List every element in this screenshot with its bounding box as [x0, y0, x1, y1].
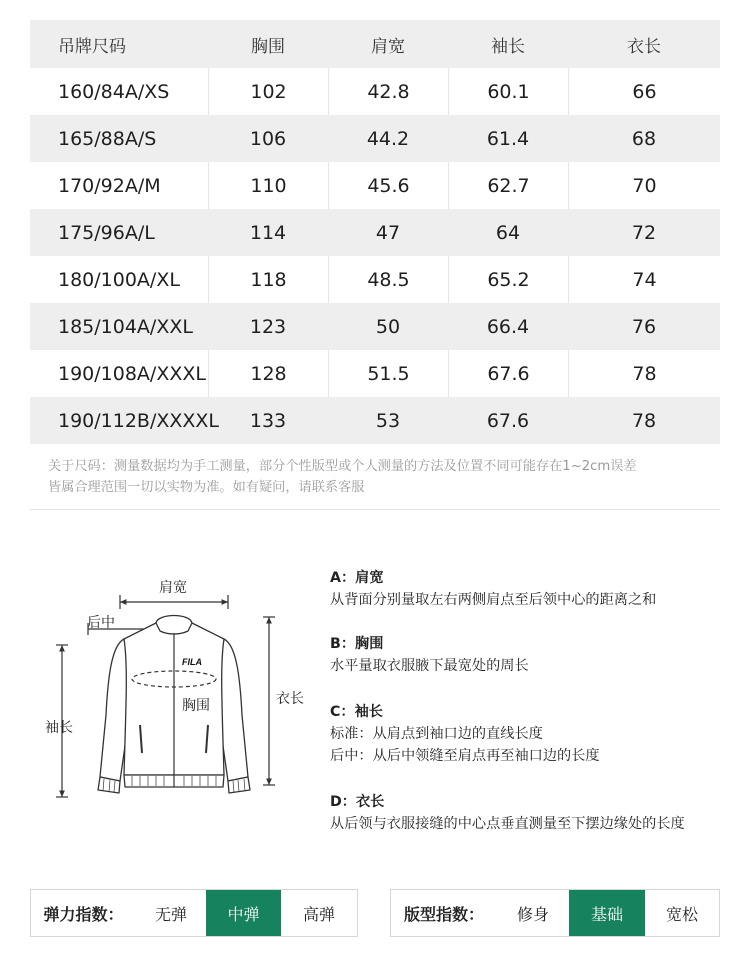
definition-text: 后中：从后中领缝至肩点再至袖口边的长度	[330, 748, 600, 764]
chest-cell: 110	[208, 162, 328, 209]
sleeve-cell: 61.4	[486, 127, 530, 150]
measurement-diagram	[40, 565, 320, 815]
definition-shoulder	[330, 567, 656, 611]
definition-title: D：衣长	[330, 794, 385, 810]
size-cell: 190/112B/XXXXL	[58, 409, 220, 432]
chest-cell: 133	[249, 409, 287, 432]
length-cell: 70	[568, 162, 720, 209]
length-cell: 74	[568, 256, 720, 303]
chest-cell: 123	[249, 315, 287, 338]
fit-option-slim: 修身	[516, 904, 549, 924]
size-cell: 175/96A/L	[58, 221, 155, 244]
elasticity-option-medium: 中弹	[206, 890, 281, 936]
length-cell: 66	[568, 68, 720, 115]
shoulder-cell: 53	[375, 409, 401, 432]
fit-label: 版型指数：	[403, 904, 484, 924]
header-chest: 胸围	[251, 36, 285, 57]
definition-chest	[330, 633, 529, 677]
size-table	[30, 20, 720, 444]
length-cell: 78	[568, 350, 720, 397]
table-row	[30, 397, 720, 444]
sleeve-label: 袖长	[45, 720, 73, 736]
definition-title: C：袖长	[330, 704, 383, 720]
chest-cell: 128	[208, 350, 328, 397]
sleeve-cell: 60.1	[448, 68, 568, 115]
table-row	[30, 115, 720, 162]
elasticity-indicator	[30, 889, 358, 937]
shoulder-cell: 50	[375, 315, 401, 338]
definition-text: 标准：从肩点到袖口边的直线长度	[330, 726, 543, 742]
table-row	[30, 209, 720, 256]
shoulder-cell: 51.5	[328, 350, 448, 397]
elasticity-option-none: 无弹	[154, 904, 187, 924]
definition-sleeve	[330, 701, 600, 767]
size-cell: 185/104A/XXL	[58, 315, 193, 338]
size-cell: 180/100A/XL	[58, 268, 180, 291]
definition-title: A：肩宽	[330, 570, 384, 586]
header-size: 吊牌尺码	[58, 36, 126, 57]
table-row	[30, 350, 720, 397]
sleeve-cell: 67.6	[486, 409, 530, 432]
shoulder-cell: 47	[375, 221, 401, 244]
chest-cell: 106	[249, 127, 287, 150]
header-length: 衣长	[627, 36, 661, 57]
size-cell: 160/84A/XS	[58, 80, 170, 103]
elasticity-option-high: 高弹	[302, 904, 335, 924]
shoulder-cell: 44.2	[366, 127, 410, 150]
fila-logo: FILA	[182, 657, 202, 667]
fit-option-loose: 宽松	[665, 904, 698, 924]
definition-text: 水平量取衣服腋下最宽处的周长	[330, 658, 529, 674]
table-header-row	[30, 20, 720, 68]
header-sleeve: 袖长	[491, 36, 525, 57]
definition-length	[330, 791, 685, 835]
sleeve-cell: 67.6	[448, 350, 568, 397]
size-cell: 190/108A/XXXL	[58, 362, 206, 385]
section-divider	[30, 509, 720, 510]
table-row	[30, 256, 720, 303]
table-row	[30, 68, 720, 115]
sleeve-cell: 66.4	[486, 315, 530, 338]
sleeve-cell: 62.7	[448, 162, 568, 209]
table-row	[30, 303, 720, 350]
definition-title: B：胸围	[330, 636, 384, 652]
elasticity-label: 弹力指数：	[43, 904, 124, 924]
table-row	[30, 162, 720, 209]
size-cell: 165/88A/S	[58, 127, 157, 150]
chest-cell: 118	[208, 256, 328, 303]
chest-label: 胸围	[182, 698, 210, 714]
shoulder-cell: 42.8	[328, 68, 448, 115]
length-cell: 78	[631, 409, 657, 432]
shoulder-cell: 48.5	[328, 256, 448, 303]
size-note-line1: 关于尺码：测量数据均为手工测量，部分个性版型或个人测量的方法及位置不同可能存在1~2cm误差	[48, 459, 637, 474]
header-shoulder: 肩宽	[371, 36, 405, 57]
shoulder-cell: 45.6	[328, 162, 448, 209]
fit-option-regular: 基础	[569, 890, 645, 936]
sleeve-cell: 65.2	[448, 256, 568, 303]
chest-cell: 102	[208, 68, 328, 115]
length-cell: 68	[631, 127, 657, 150]
shoulder-label: 肩宽	[159, 580, 187, 596]
sleeve-cell: 64	[495, 221, 521, 244]
back-center-label: 后中	[87, 615, 115, 631]
chest-cell: 114	[249, 221, 287, 244]
definition-text: 从后领与衣服接缝的中心点垂直测量至下摆边缘处的长度	[330, 816, 685, 832]
size-note	[48, 456, 716, 498]
length-cell: 72	[631, 221, 657, 244]
fit-indicator	[390, 889, 720, 937]
definition-text: 从背面分别量取左右两侧肩点至后领中心的距离之和	[330, 592, 657, 608]
length-cell: 76	[631, 315, 657, 338]
size-note-line2: 皆属合理范围一切以实物为准。如有疑问，请联系客服	[48, 480, 365, 495]
length-label: 衣长	[276, 691, 304, 707]
size-cell: 170/92A/M	[58, 174, 161, 197]
